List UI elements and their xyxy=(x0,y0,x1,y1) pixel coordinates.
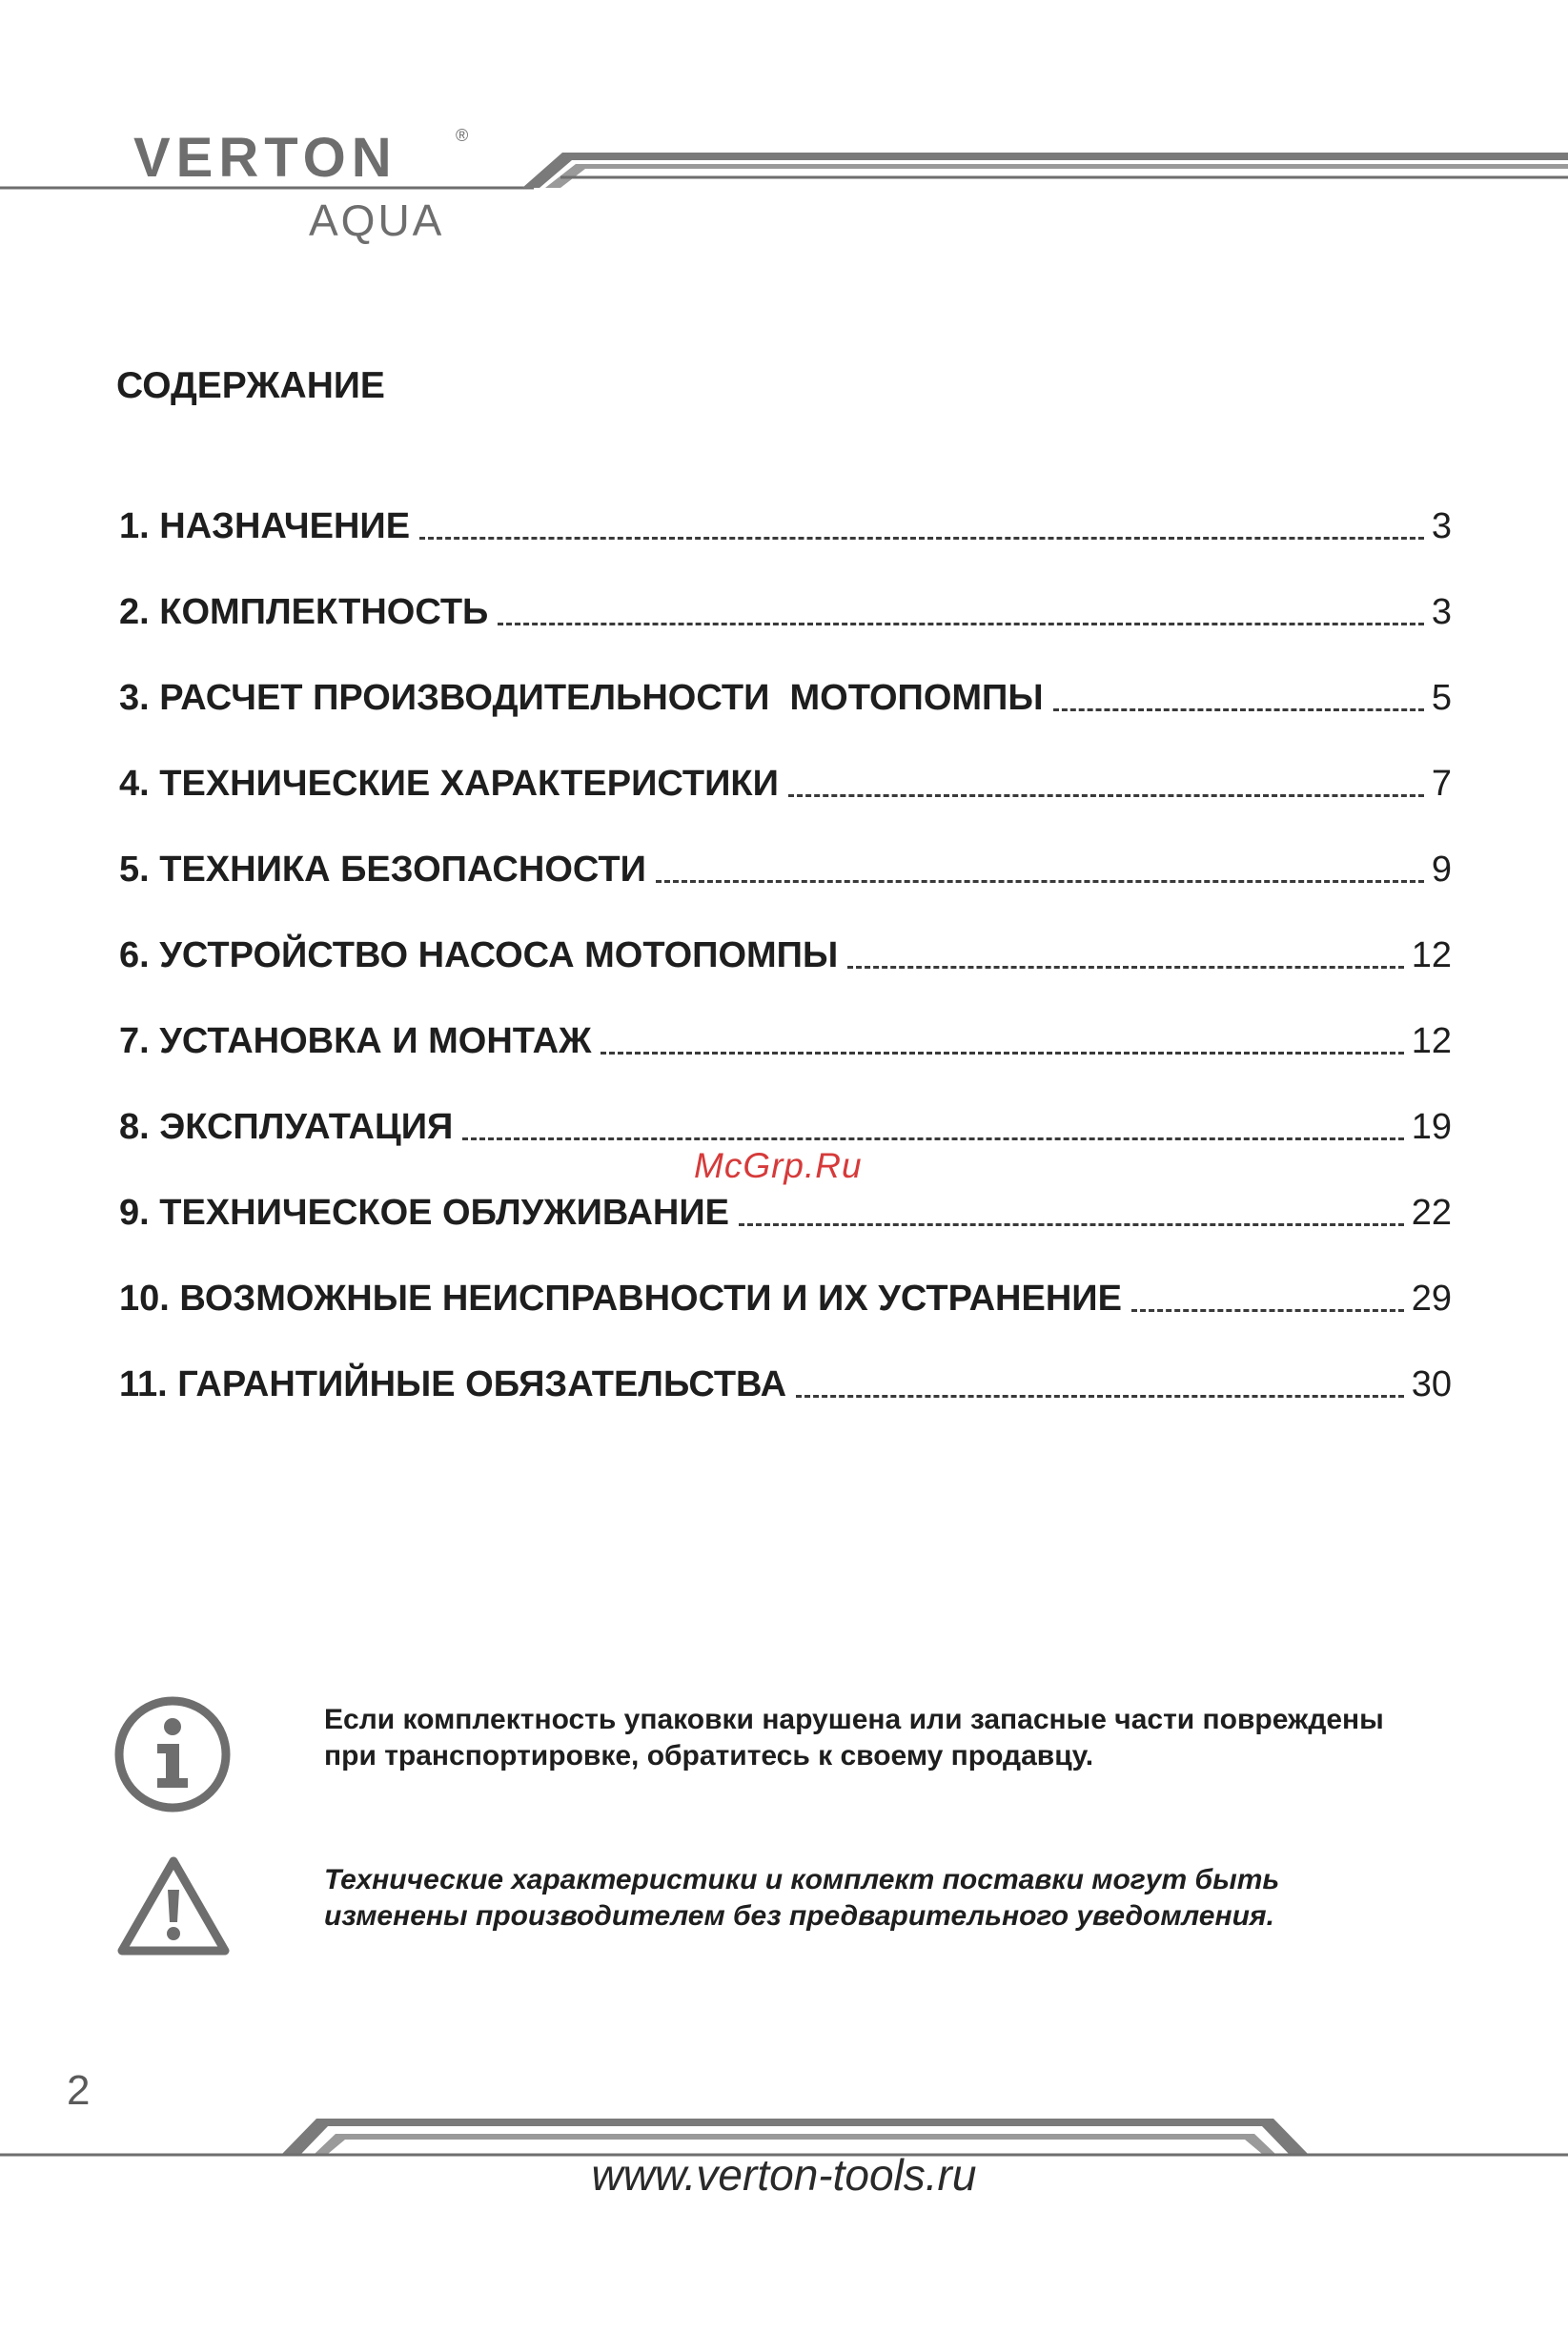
toc-item-title: 11. ГАРАНТИЙНЫЕ ОБЯЗАТЕЛЬСТВА xyxy=(119,1364,787,1404)
toc-dot-leader xyxy=(788,794,1424,797)
toc-item-page: 9 xyxy=(1431,850,1452,890)
toc-item xyxy=(119,719,1452,805)
toc-item xyxy=(119,547,1452,633)
table-of-contents xyxy=(119,461,1452,1405)
toc-item-title: 9. ТЕХНИЧЕСКОЕ ОБЛУЖИВАНИЕ xyxy=(119,1193,730,1233)
toc-item-title: 6. УСТРОЙСТВО НАСОСА МОТОПОМПЫ xyxy=(119,935,839,975)
toc-item-title: 3. РАСЧЕТ ПРОИЗВОДИТЕЛЬНОСТИ МОТОПОМПЫ xyxy=(119,678,1044,718)
warning-triangle-icon xyxy=(114,1854,233,1958)
toc-item xyxy=(119,1062,1452,1148)
toc-item xyxy=(119,633,1452,719)
toc-item-title: 4. ТЕХНИЧЕСКИЕ ХАРАКТЕРИСТИКИ xyxy=(119,764,779,804)
toc-item xyxy=(119,1234,1452,1320)
toc-item-title: 10. ВОЗМОЖНЫЕ НЕИСПРАВНОСТИ И ИХ УСТРАНЕНИЕ xyxy=(119,1279,1122,1319)
toc-item-title: 2. КОМПЛЕКТНОСТЬ xyxy=(119,592,489,632)
toc-dot-leader xyxy=(796,1395,1404,1398)
toc-dot-leader xyxy=(847,966,1404,969)
brand-logo-aqua: AQUA xyxy=(309,195,445,245)
website-url: www.verton-tools.ru xyxy=(591,2150,977,2200)
toc-item xyxy=(119,805,1452,891)
toc-dot-leader xyxy=(498,623,1424,625)
toc-item-page: 7 xyxy=(1431,764,1452,804)
toc-item-page: 19 xyxy=(1411,1107,1452,1147)
brand-logo-verton: VERTON xyxy=(133,127,397,189)
info-note-text: Если комплектность упаковки нарушена или запасные части повреждены при транспортировке, обратитесь к своему продавцу. xyxy=(324,1704,1384,1772)
toc-dot-leader xyxy=(601,1052,1403,1055)
toc-item-page: 12 xyxy=(1411,935,1452,975)
toc-item xyxy=(119,1320,1452,1405)
toc-item-page: 12 xyxy=(1411,1021,1452,1061)
toc-dot-leader xyxy=(1131,1309,1404,1312)
registered-mark: ® xyxy=(456,126,469,145)
toc-heading: СОДЕРЖАНИЕ xyxy=(116,365,385,406)
toc-item xyxy=(119,891,1452,976)
toc-item-page: 5 xyxy=(1431,678,1452,718)
toc-item-page: 3 xyxy=(1431,592,1452,632)
toc-dot-leader xyxy=(739,1223,1404,1226)
toc-item-page: 3 xyxy=(1431,506,1452,546)
toc-dot-leader xyxy=(462,1137,1403,1140)
toc-dot-leader xyxy=(1053,708,1424,711)
toc-item xyxy=(119,976,1452,1062)
toc-item-page: 29 xyxy=(1411,1279,1452,1319)
toc-item-title: 1. НАЗНАЧЕНИЕ xyxy=(119,506,411,546)
info-circle-icon xyxy=(112,1694,233,1814)
toc-item-title: 7. УСТАНОВКА И МОНТАЖ xyxy=(119,1021,592,1061)
toc-item-title: 5. ТЕХНИКА БЕЗОПАСНОСТИ xyxy=(119,850,646,890)
toc-item-title: 8. ЭКСПЛУАТАЦИЯ xyxy=(119,1107,454,1147)
toc-item-page: 30 xyxy=(1411,1364,1452,1404)
page-number: 2 xyxy=(67,2067,91,2114)
toc-dot-leader xyxy=(656,880,1424,883)
toc-item-page: 22 xyxy=(1411,1193,1452,1233)
watermark: McGrp.Ru xyxy=(694,1146,863,1185)
toc-item xyxy=(119,461,1452,547)
warning-note-text: Технические характеристики и комплект поставки могут быть изменены производителем без предварительного уведомления. xyxy=(324,1864,1280,1932)
toc-dot-leader xyxy=(419,537,1424,540)
